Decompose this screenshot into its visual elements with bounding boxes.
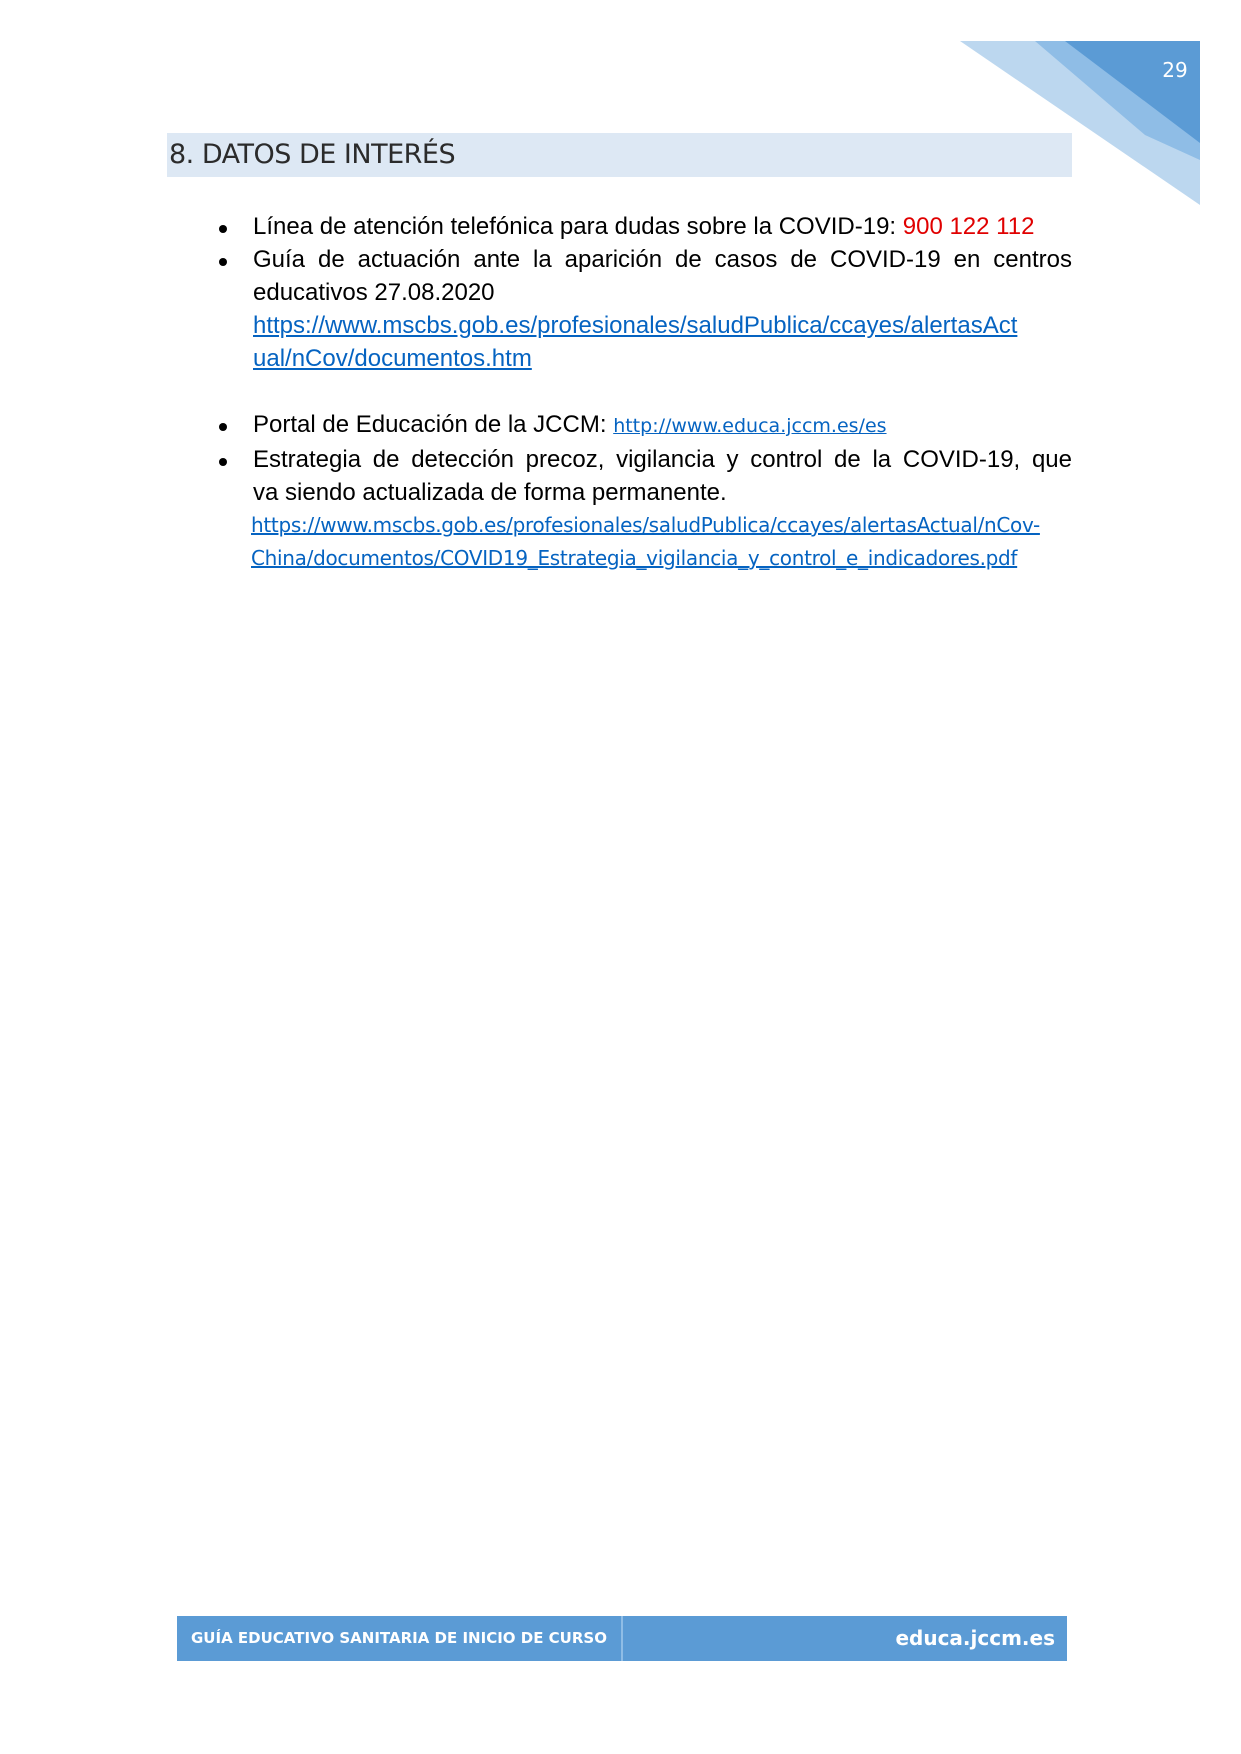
page-number: 29 bbox=[1162, 58, 1188, 82]
strategy-link[interactable]: https://www.mscbs.gob.es/profesionales/saludPublica/ccayes/alertasActual/nCov- bbox=[251, 513, 1040, 537]
corner-decoration bbox=[0, 0, 1241, 230]
item-text: Línea de atención telefónica para dudas sobre la COVID-19: bbox=[253, 213, 903, 240]
list-item bbox=[215, 210, 1072, 243]
item-text: Guía de actuación ante la aparición de casos de COVID-19 en centros bbox=[253, 246, 1072, 273]
footer-site: educa.jccm.es bbox=[895, 1626, 1055, 1650]
footer-divider bbox=[621, 1616, 623, 1661]
item-text: Portal de Educación de la JCCM: bbox=[253, 411, 614, 438]
footer-bar bbox=[177, 1616, 1067, 1661]
spacer bbox=[215, 375, 1072, 408]
list-item bbox=[215, 408, 1072, 443]
item-text: educativos 27.08.2020 bbox=[253, 279, 495, 306]
item-text: va siendo actualizada de forma permanente. bbox=[253, 479, 727, 506]
list-item bbox=[215, 443, 1072, 575]
section-header bbox=[167, 133, 1072, 177]
guide-link[interactable]: https://www.mscbs.gob.es/profesionales/saludPublica/ccayes/alertasAct bbox=[253, 312, 1018, 339]
footer-guide-title: GUÍA EDUCATIVO SANITARIA DE INICIO DE CURSO bbox=[191, 1629, 607, 1647]
list-item bbox=[215, 243, 1072, 375]
item-text: Estrategia de detección precoz, vigilancia y control de la COVID-19, que bbox=[253, 446, 1072, 473]
phone-number: 900 122 112 bbox=[902, 213, 1035, 240]
bullet-list bbox=[215, 210, 1072, 575]
strategy-link-continued[interactable]: China/documentos/COVID19_Estrategia_vigilancia_y_control_e_indicadores.pdf bbox=[251, 546, 1018, 570]
portal-link[interactable]: http://www.educa.jccm.es/es bbox=[613, 415, 887, 437]
section-title: 8. DATOS DE INTERÉS bbox=[169, 139, 456, 170]
guide-link-continued[interactable]: ual/nCov/documentos.htm bbox=[253, 345, 532, 372]
